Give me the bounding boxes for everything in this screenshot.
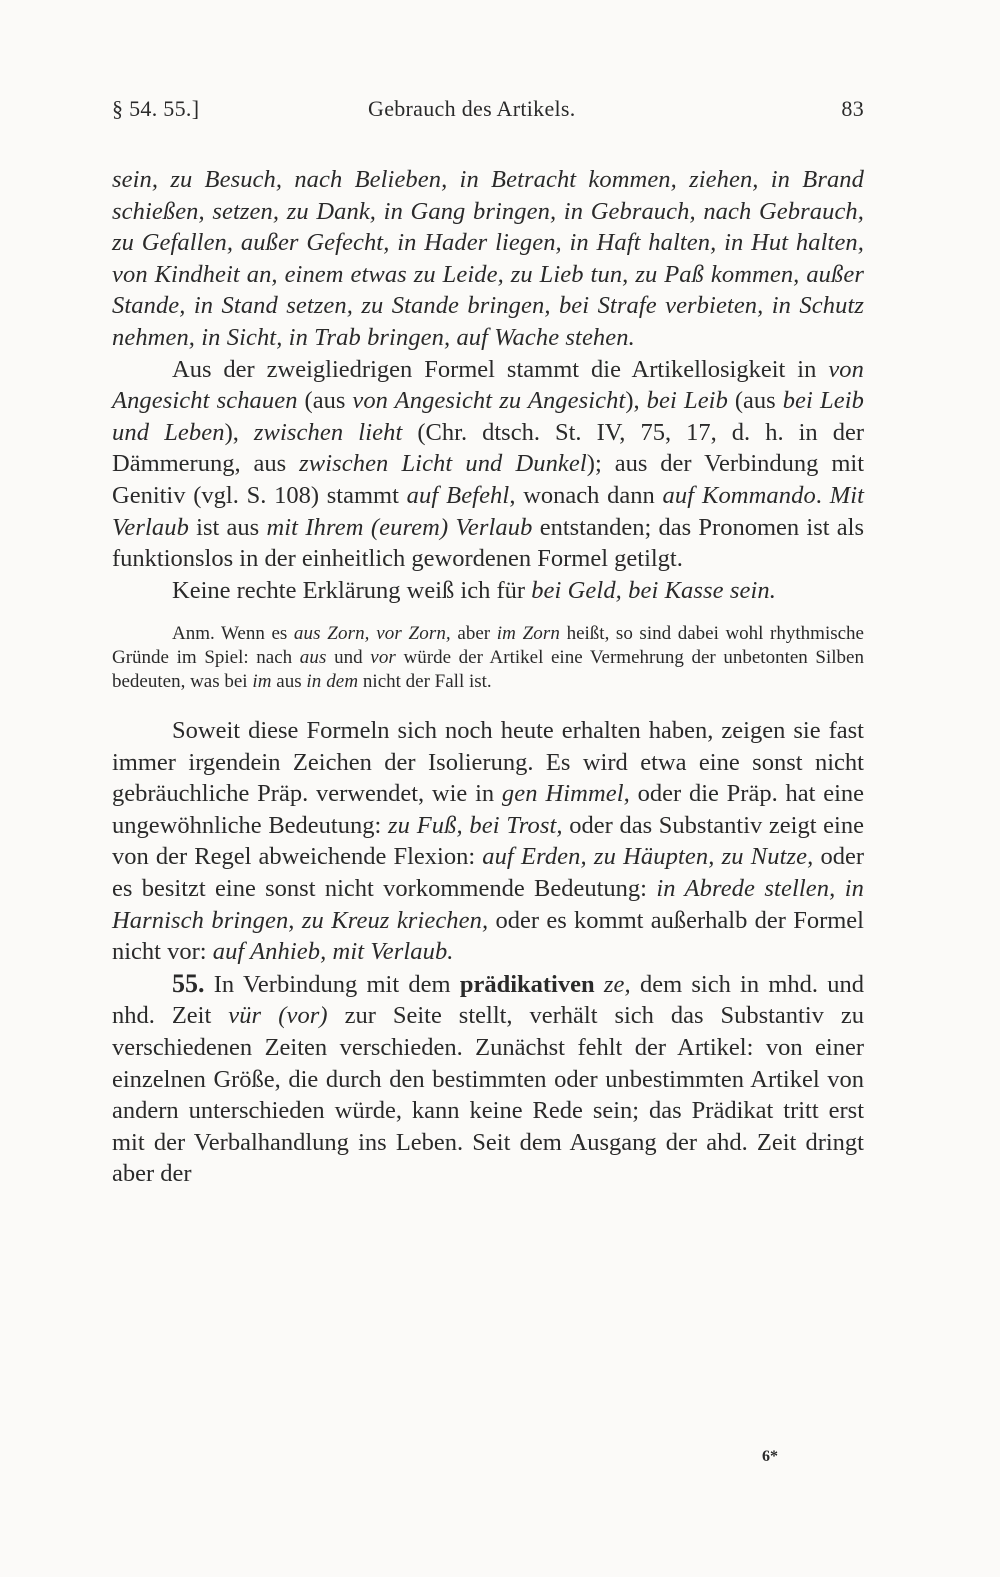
body-text [112,164,864,1190]
paragraph-isolation: Soweit diese Formeln sich noch heute erhalten haben, zeigen sie fast immer irgendein Zeichen der Isolierung. Es wird etwa eine sonst nicht gebräuchliche Präp. verwendet, wie in gen Himmel, oder die Präp. hat eine ungewöhnliche Bedeutung: zu Fuß, bei Trost, oder das Substantiv zeigt eine von der Regel abweichende Flexion: auf Erden, zu Häupten, zu Nutze, oder es besitzt eine sonst nicht vorkommende Bedeutung: in Abrede stellen, in Harnisch bringen, zu Kreuz kriechen, oder es kommt außerhalb der Formel nicht vor: auf Anhieb, mit Verlaub. [112,717,865,966]
paragraph-section-55: 55. In Verbindung mit dem prädikativen ze, dem sich in mhd. und nhd. Zeit vür (vor) zur Seite stellt, verhält sich das Substantiv zu verschiedenen Zeiten verschieden. Zunächst fehlt der Artikel: von einer einzelnen Größe, die durch den bestimmten oder unbestimmten Artikel von andern unterschieden würde, kann keine Rede sein; das Prädikat tritt erst mit der Verbalhandlung ins Leben. Seit dem Ausgang der ahd. Zeit dringt aber der [112,968,865,1188]
page [112,96,864,1496]
footnote-annotation: Anm. Wenn es aus Zorn, vor Zorn, aber im Zorn heißt, so sind dabei wohl rhythmische Gründe im Spiel: nach aus und vor würde der Artikel eine Vermehrung der unbetonten Silben bedeuten, was bei im aus in dem nicht der Fall ist. [112,623,864,692]
section-number: 55. [172,968,205,998]
paragraph-formula-origin: Aus der zweigliedrigen Formel stammt die Artikellosigkeit in von Angesicht schauen (aus von Angesicht zu Angesicht), bei Leib (aus bei Leib und Leben), zwischen lieht (Chr. dtsch. St. IV, 75, 17, d. h. in der Dämmerung, aus zwischen Licht und Dunkel); aus der Verbindung mit Genitiv (vgl. S. 108) stammt auf Befehl, wonach dann auf Kommando. Mit Verlaub ist aus mit Ihrem (eurem) Verlaub entstanden; das Pronomen ist als funktionslos in der einheitlich gewordenen Formel getilgt. [112,355,865,573]
paragraph-no-explanation: Keine rechte Erklärung weiß ich für bei Geld, bei Kasse sein. [172,576,776,604]
running-header [112,96,864,136]
printer-signature: 6* [762,1448,778,1465]
paragraph-continuation: sein, zu Besuch, nach Belieben, in Betracht kommen, ziehen, in Brand schießen, setzen, zu Dank, in Gang bringen, in Gebrauch, nach Gebrauch, zu Gefallen, außer Gefecht, in Hader liegen, in Haft halten, in Hut halten, von Kindheit an, einem etwas zu Leide, zu Lieb tun, zu Paß kommen, außer Stande, in Stand setzen, zu Stande bringen, bei Strafe verbieten, in Schutz nehmen, in Sicht, in Trab bringen, auf Wache stehen. [112,166,864,351]
page-number: 83 [841,96,864,121]
section-reference: § 54. 55.] [112,96,200,121]
running-title: Gebrauch des Artikels. [368,96,576,121]
